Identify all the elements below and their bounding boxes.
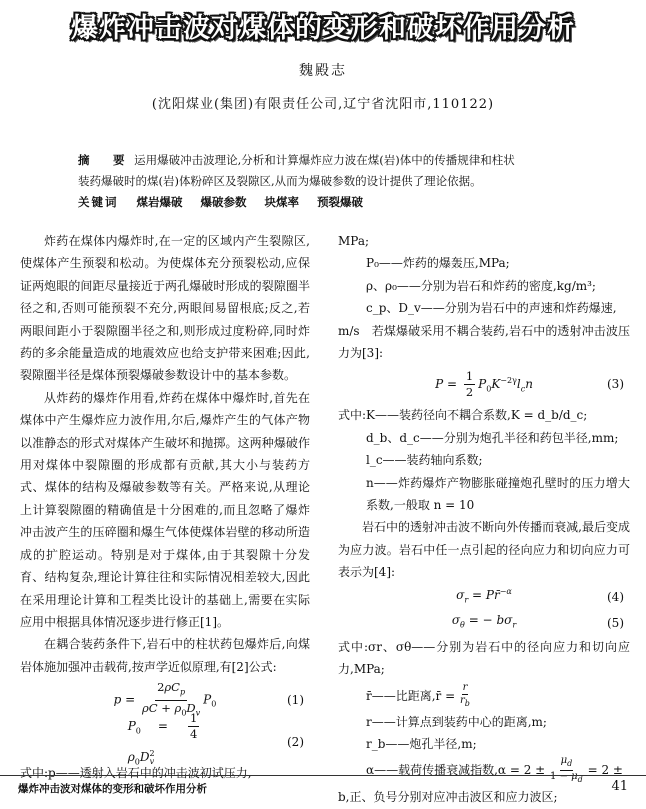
- paragraph-coupling: 在耦合装药条件下,岩石中的柱状药包爆炸后,向煤岩体施加强冲击载荷,按声学近似原理,有[2]公式:: [20, 637, 310, 674]
- unit-mpa: MPa;: [338, 234, 370, 248]
- keyword: 块煤率: [264, 195, 300, 209]
- definition-alpha: α——载荷传播衰减指数,α = 2 ± $\frac{\mu_d}{1 - \mu_d}$ = 2 ±: [366, 755, 623, 785]
- affiliation: (沈阳煤业(集团)有限责任公司,辽宁省沈阳市,110122): [151, 97, 495, 112]
- right-column: [338, 230, 630, 809]
- left-column: [20, 230, 310, 785]
- definition-rbar-text: r̄——比距离,r̄ =: [366, 688, 456, 703]
- definition-sigma: 式中:σr、σθ——分别为岩石中的径向应力和切向应力,MPa;: [338, 639, 630, 677]
- definition-n: n——炸药爆炸产物膨胀碰撞炮孔壁时的压力增大系数,一般取 n = 10: [366, 475, 630, 513]
- author: 魏殿志: [299, 63, 347, 79]
- definition-K: 式中:K——装药径向不耦合系数,K = d_b/d_c;: [338, 408, 588, 423]
- equation-5: $\sigma_\theta$ = − $b\sigma_r$ (5): [338, 610, 630, 636]
- definition-p: 式中:p——透射入岩石中的冲击波初试压力,: [20, 766, 252, 781]
- equation-2: $P_0$ = $\frac{1}{4}$ $\rho_0D^2_v$ (2): [127, 710, 304, 767]
- keywords-line: [50, 192, 610, 213]
- definition-lc: l_c——装药轴向系数;: [366, 453, 483, 468]
- equation-number: (2): [287, 734, 304, 749]
- keyword: 煤岩爆破: [136, 195, 183, 209]
- definition-rho: ρ、ρ₀——分别为岩石和炸药的密度,kg/m³;: [366, 278, 596, 293]
- paragraph-explosion: 从炸药的爆炸作用看,炸药在煤体中爆炸时,首先在煤体中产生爆炸应力波作用,尔后,爆炸产生的气体产物以准静态的形式对煤体产生破坏和抛掷。这两种爆破作用对煤体中裂隙圈的形成都有贡献,其大小与装药方式、煤体的结构及爆破参数等有关。严格来说,从理论上计算裂隙圈的精确值是十分困难的,而且忽略了爆炸冲击波产生的压碎圈和爆生气体使煤体岩壁的移动所造成的扩腔运动。特别是对于煤体,由于其裂隙十分发育、结构复杂,理论计算往往和实际情况相差较大,因此在采用理论计算和工程类比设计的基础上,需要在实际应用中根据具体情况逐步进行修正[1]。: [20, 390, 310, 629]
- definition-rb: r_b——炮孔半径,m;: [366, 736, 477, 751]
- keyword: 预裂爆破: [317, 195, 364, 209]
- definition-alpha-text: α——载荷传播衰减指数,α = 2 ±: [366, 763, 546, 778]
- abstract-text-1: 运用爆破冲击波理论,分析和计算爆炸应力波在煤(岩)体中的传播规律和柱状: [134, 153, 515, 167]
- abstract-block: [50, 150, 610, 213]
- equation-1: p = $\frac{2\rho C_p}{\rho C + \rho_0D_v}$ $P_0$ (1): [113, 680, 304, 717]
- equation-number: (4): [607, 589, 624, 604]
- definition-r: r——计算点到装药中心的距离,m;: [366, 714, 547, 729]
- abstract-text-2: 装药爆破时的煤(岩)体粉碎区及裂隙区,从而为爆破参数的设计提供了理论依据。: [78, 174, 482, 188]
- definition-db: d_b、d_c——分别为炮孔半径和药包半径,mm;: [366, 430, 619, 445]
- definition-alpha-cont: b,正、负号分别对应冲击波区和应力波区;: [338, 790, 558, 805]
- definition-p0: P₀——炸药的爆轰压,MPa;: [366, 256, 510, 271]
- paragraph-intro: 炸药在煤体内爆炸时,在一定的区域内产生裂隙区,使煤体产生预裂和松动。为使煤体充分预裂松动,应保证两炮眼的间距尽量接近于两孔爆破时形成的裂隙圈半径之和,否则可能预裂不充分,两眼间易留根底;反之,若两眼间距小于裂隙圈半径之和,则形成过度粉碎,同时炸药的多余能量造成的地震效应也给支护带来困难;因此,裂隙圈半径是煤体预裂爆破参数设计中的基本参数。: [20, 234, 310, 383]
- equation-number: (3): [607, 377, 624, 392]
- paragraph-decay: 岩石中的透射冲击波不断向外传播而衰减,最后变成为应力波。岩石中任一点引起的径向应力和切向应力可表示为[4]:: [338, 520, 630, 580]
- equation-3: P = $\frac{1}{2}$ $P_0K^{-2\gamma}l_cn$ (3): [435, 368, 624, 399]
- paragraph-decoupling: m/s 若煤爆破采用不耦合装药,岩石中的透射冲击波压力为[3]:: [338, 323, 630, 361]
- definition-alpha-text-2: = 2 ±: [587, 763, 623, 778]
- keywords-heading: 关键词: [78, 195, 119, 209]
- running-title: 爆炸冲击波对煤体的变形和破坏作用分析: [18, 783, 207, 795]
- equation-number: (5): [607, 615, 624, 630]
- page-footer: [0, 775, 646, 798]
- page-number: 41: [611, 779, 628, 794]
- abstract-line-1: [50, 150, 610, 171]
- definition-rbar: r̄——比距离,r̄ = $\frac{r}{r_b}$: [366, 682, 470, 708]
- keyword: 爆破参数: [200, 195, 247, 209]
- equation-4: $\sigma_r$ = Pr̄$^{-\alpha}$ (4): [338, 584, 630, 610]
- abstract-heading: 摘 要: [78, 153, 131, 167]
- paper-title: 爆炸冲击波对煤体的变形和破坏作用分析: [71, 13, 575, 44]
- definition-cp: c_p、D_v——分别为岩石中的声速和炸药爆速,: [366, 301, 617, 316]
- equation-number: (1): [287, 692, 304, 707]
